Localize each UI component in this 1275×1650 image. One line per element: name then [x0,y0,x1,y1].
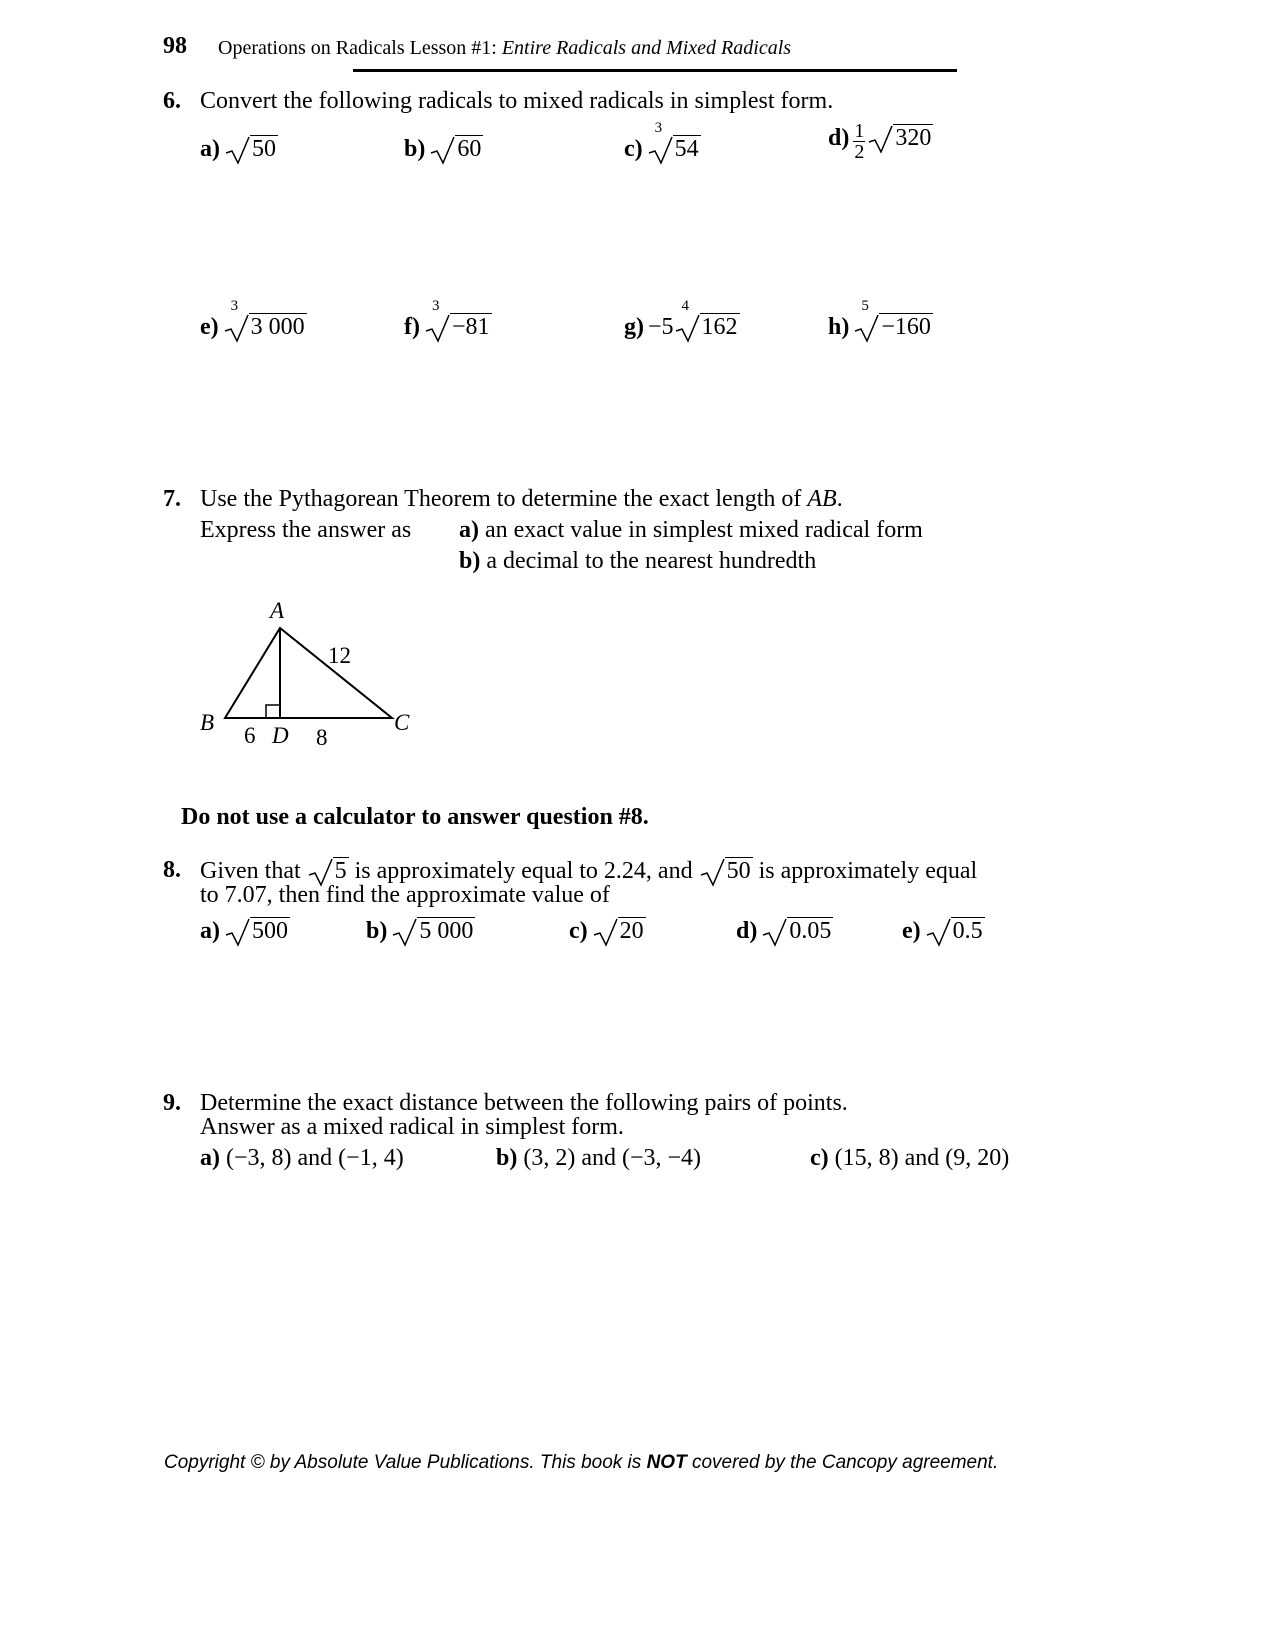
radical-index: 3 [654,120,663,136]
radical-sign-icon [224,919,250,947]
question-8-number: 8. [163,857,181,883]
lesson-title [218,37,791,60]
option-text: a decimal to the nearest hundredth [486,548,817,574]
prompt-period: . [836,486,843,512]
radical [647,120,701,163]
page-number: 98 [163,33,187,59]
radicand: 50 [726,858,751,884]
part-label: a) [200,918,220,944]
part-label: c) [624,136,643,162]
footer-text: Copyright © by Absolute Value Publications. This book is [164,1452,647,1473]
text: is approximately equal [752,858,978,884]
q8-part-c [569,917,646,945]
question-7-number: 7. [163,486,181,512]
footer-emphasis: NOT [646,1452,687,1473]
radical-sign-icon [223,315,249,343]
radical [224,135,278,163]
question-7-prompt [200,486,843,513]
q8-part-e [902,917,985,945]
q6-part-c [624,120,701,163]
q6-part-f [404,298,492,341]
radicand: 20 [619,918,644,944]
radicand: 5 000 [419,918,474,944]
radical-sign-icon [424,315,450,343]
radical-sign-icon [761,919,787,947]
question-6-prompt: Convert the following radicals to mixed radicals in simplest form. [200,88,834,114]
q6-part-h [828,298,933,341]
header-rule [353,69,957,72]
q6-part-a [200,135,278,163]
radical-index: 3 [431,298,440,314]
radicand: 3 000 [250,314,305,340]
vertex-a-label: A [270,600,285,623]
q9-part-a [200,1145,404,1172]
radical-index: 5 [861,298,869,314]
question-9-number: 9. [163,1090,181,1116]
radical [674,298,740,341]
radical [867,124,933,152]
radical [699,857,753,885]
q6-part-e [200,298,307,341]
radical-index: 4 [681,298,690,314]
q9-part-c [810,1145,1009,1172]
lesson-title-topic: Entire Radicals and Mixed Radicals [501,37,792,59]
radicand: 500 [252,918,288,944]
express-label: Express the answer as [200,517,412,543]
radical-sign-icon [391,919,417,947]
radical [224,917,290,945]
radicand: 60 [457,136,482,162]
radical-sign-icon [429,137,455,165]
radical [307,857,349,885]
part-label: h) [828,314,850,340]
q6-part-g [624,298,740,341]
q6-part-b [404,135,483,163]
text: is approximately equal to 2.24, and [348,858,699,884]
radical-sign-icon [674,315,700,343]
radical-sign-icon [592,919,618,947]
radicand: 162 [701,314,738,340]
part-label: e) [200,314,219,340]
triangle-diagram [200,600,440,790]
part-label: e) [902,918,921,944]
right-angle-marker [266,705,280,718]
coefficient: −5 [648,314,674,340]
q7-option-b [459,548,816,575]
radicand: 54 [674,136,699,162]
footer-text: covered by the Cancopy agreement. [686,1452,999,1473]
part-label: d) [736,918,758,944]
radical-index: 3 [230,298,239,314]
q7-option-a [459,517,923,544]
fraction-denominator: 2 [854,141,865,163]
part-label: b) [404,136,426,162]
q6-part-d [828,121,933,162]
segment-dc-length: 8 [316,725,328,750]
radical-sign-icon [699,859,725,887]
points-text: (−3, 8) and (−1, 4) [226,1145,404,1171]
part-label: g) [624,314,644,340]
copyright-footer [164,1452,998,1474]
radicand: 0.05 [789,918,832,944]
radical-sign-icon [867,126,893,154]
radical [424,298,492,341]
text: Given that [200,858,307,884]
points-text: (3, 2) and (−3, −4) [523,1145,702,1171]
radical [391,917,475,945]
calculator-note: Do not use a calculator to answer question #8. [181,804,649,830]
question-9-line-1: Determine the exact distance between the following pairs of points. [200,1090,848,1116]
segment-bd-length: 6 [244,723,256,748]
radical [761,917,833,945]
prompt-variable: AB [807,486,837,512]
option-text: an exact value in simplest mixed radical form [485,517,923,543]
radical [853,298,933,341]
radical [429,135,483,163]
radicand: −160 [881,314,931,340]
part-label: c) [569,918,588,944]
lesson-title-prefix: Operations on Radicals Lesson #1: [218,37,502,59]
vertex-c-label: C [394,710,410,735]
radicand: 5 [334,858,347,884]
part-label: b) [496,1145,518,1171]
radicand: 50 [252,136,276,162]
radical-sign-icon [925,919,951,947]
fraction-numerator: 1 [854,120,865,142]
q8-part-a [200,917,290,945]
part-label: c) [810,1145,829,1171]
side-ac-length: 12 [328,643,351,668]
question-8-line-2: to 7.07, then find the approximate value of [200,882,610,908]
radicand: −81 [451,314,490,340]
prompt-text: Use the Pythagorean Theorem to determine the exact length of [200,486,808,512]
radical [223,298,307,341]
radical [925,917,985,945]
triangle-abc [225,628,392,718]
q9-part-b [496,1145,701,1172]
part-label: b) [366,918,388,944]
radical [592,917,646,945]
part-label: a) [200,1145,220,1171]
points-text: (15, 8) and (9, 20) [834,1145,1010,1171]
q8-part-d [736,917,833,945]
fraction [853,121,865,162]
part-label: d) [828,125,850,152]
question-6-number: 6. [163,88,181,114]
radicand: 0.5 [952,918,983,944]
radical-sign-icon [647,137,673,165]
question-8-line-1 [200,857,977,885]
question-9-line-2: Answer as a mixed radical in simplest form. [200,1114,624,1140]
point-d-label: D [272,723,289,748]
vertex-b-label: B [200,710,215,735]
radical-sign-icon [853,315,879,343]
part-label: a) [459,517,479,543]
radicand: 320 [895,125,932,152]
radical-sign-icon [224,137,250,165]
part-label: b) [459,548,481,574]
q8-part-b [366,917,475,945]
part-label: a) [200,136,220,162]
part-label: f) [404,314,420,340]
